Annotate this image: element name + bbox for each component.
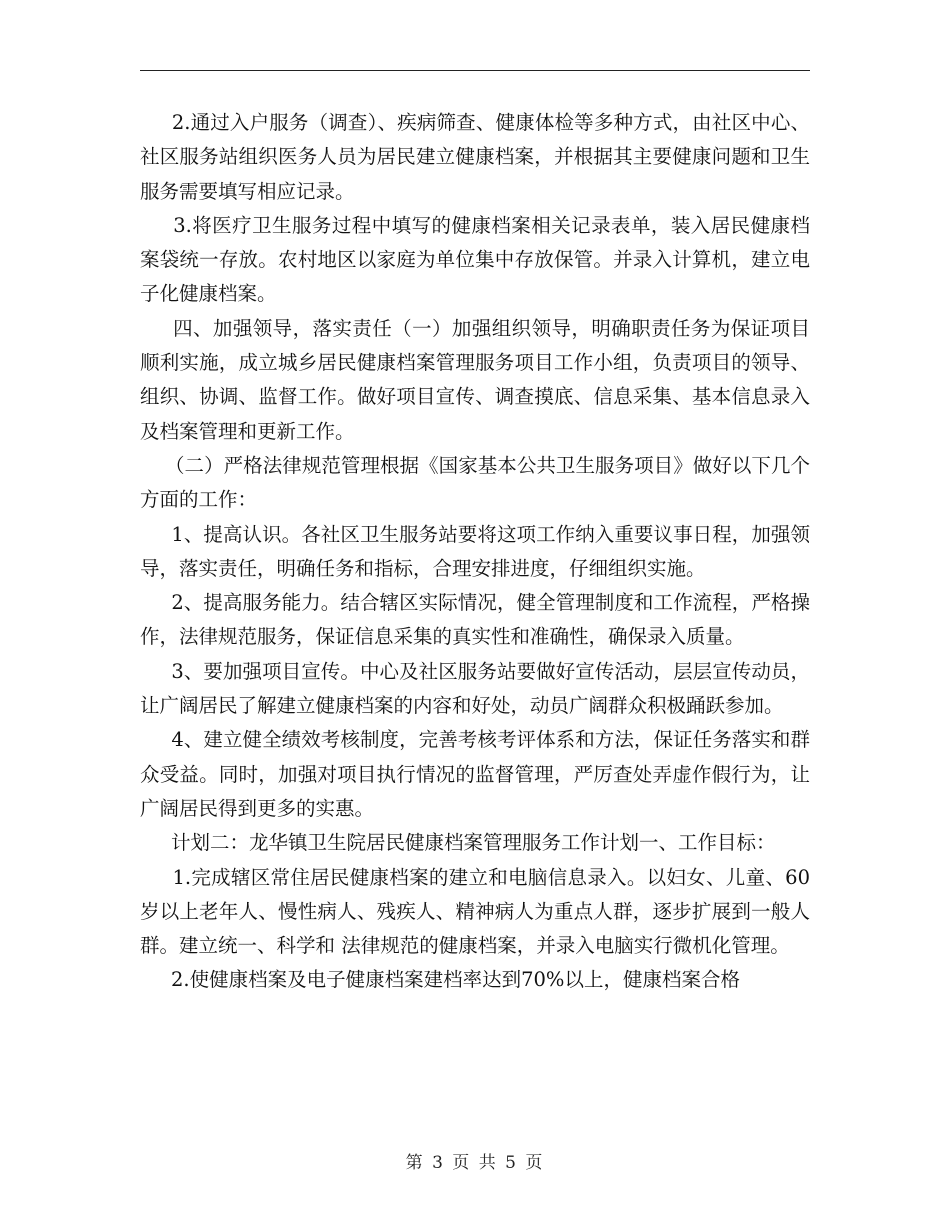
paragraph-subsection-2-regulation: （二）严格法律规范管理根据《国家基本公共卫生服务项目》做好以下几个方面的工作： [140,453,810,512]
paragraph-section-4-leadership: 四、加强领导，落实责任（一）加强组织领导，明确职责任务为保证项目顺利实施，成立城乡居民健康档案管理服务项目工作小组，负责项目的领导、组织、协调、监督工作。做好项目宣传、调查摸底、信息采集、基本信息录入及档案管理和更新工作。 [140,316,810,443]
header-rule [140,70,810,71]
document-body [140,106,810,998]
paragraph-2-intake: 2.通过入户服务（调查）、疾病筛查、健康体检等多种方式，由社区中心、社区服务站组织医务人员为居民建立健康档案，并根据其主要健康问题和卫生服务需要填写相应记录。 [140,111,810,203]
paragraph-plan-2-heading: 计划二：龙华镇卫生院居民健康档案管理服务工作计划一、工作目标： [140,831,776,855]
paragraph-goal-2: 2.使健康档案及电子健康档案建档率达到70%以上，健康档案合格 [140,968,740,992]
paragraph-item-2-capacity: 2、提高服务能力。结合辖区实际情况，健全管理制度和工作流程，严格操作，法律规范服务，保证信息采集的真实性和准确性，确保录入质量。 [140,591,810,649]
paragraph-item-3-publicity: 3、要加强项目宣传。中心及社区服务站要做好宣传活动，层层宣传动员，让广阔居民了解建立健康档案的内容和好处，动员广阔群众积极踊跃参加。 [140,659,810,718]
page-number-footer: 第 3 页 共 5 页 [405,1153,545,1173]
paragraph-item-1-awareness: 1、提高认识。各社区卫生服务站要将这项工作纳入重要议事日程，加强领导，落实责任，明确任务和指标，合理安排进度，仔细组织实施。 [140,522,810,580]
paragraph-3-storage: 3.将医疗卫生服务过程中填写的健康档案相关记录表单，装入居民健康档案袋统一存放。农村地区以家庭为单位集中存放保管。并录入计算机，建立电子化健康档案。 [140,213,810,306]
paragraph-item-4-assessment: 4、建立健全绩效考核制度，完善考核考评体系和方法，保证任务落实和群众受益。同时，加强对项目执行情况的监督管理，严厉查处弄虚作假行为，让广阔居民得到更多的实惠。 [140,728,810,820]
paragraph-goal-1: 1.完成辖区常住居民健康档案的建立和电脑信息录入。以妇女、儿童、60岁以上老年人、慢性病人、残疾人、精神病人为重点人群，逐步扩展到一般人群。建立统一、科学和 法律规范的健康档案，并录入电脑实行微机化管理。 [140,865,810,958]
